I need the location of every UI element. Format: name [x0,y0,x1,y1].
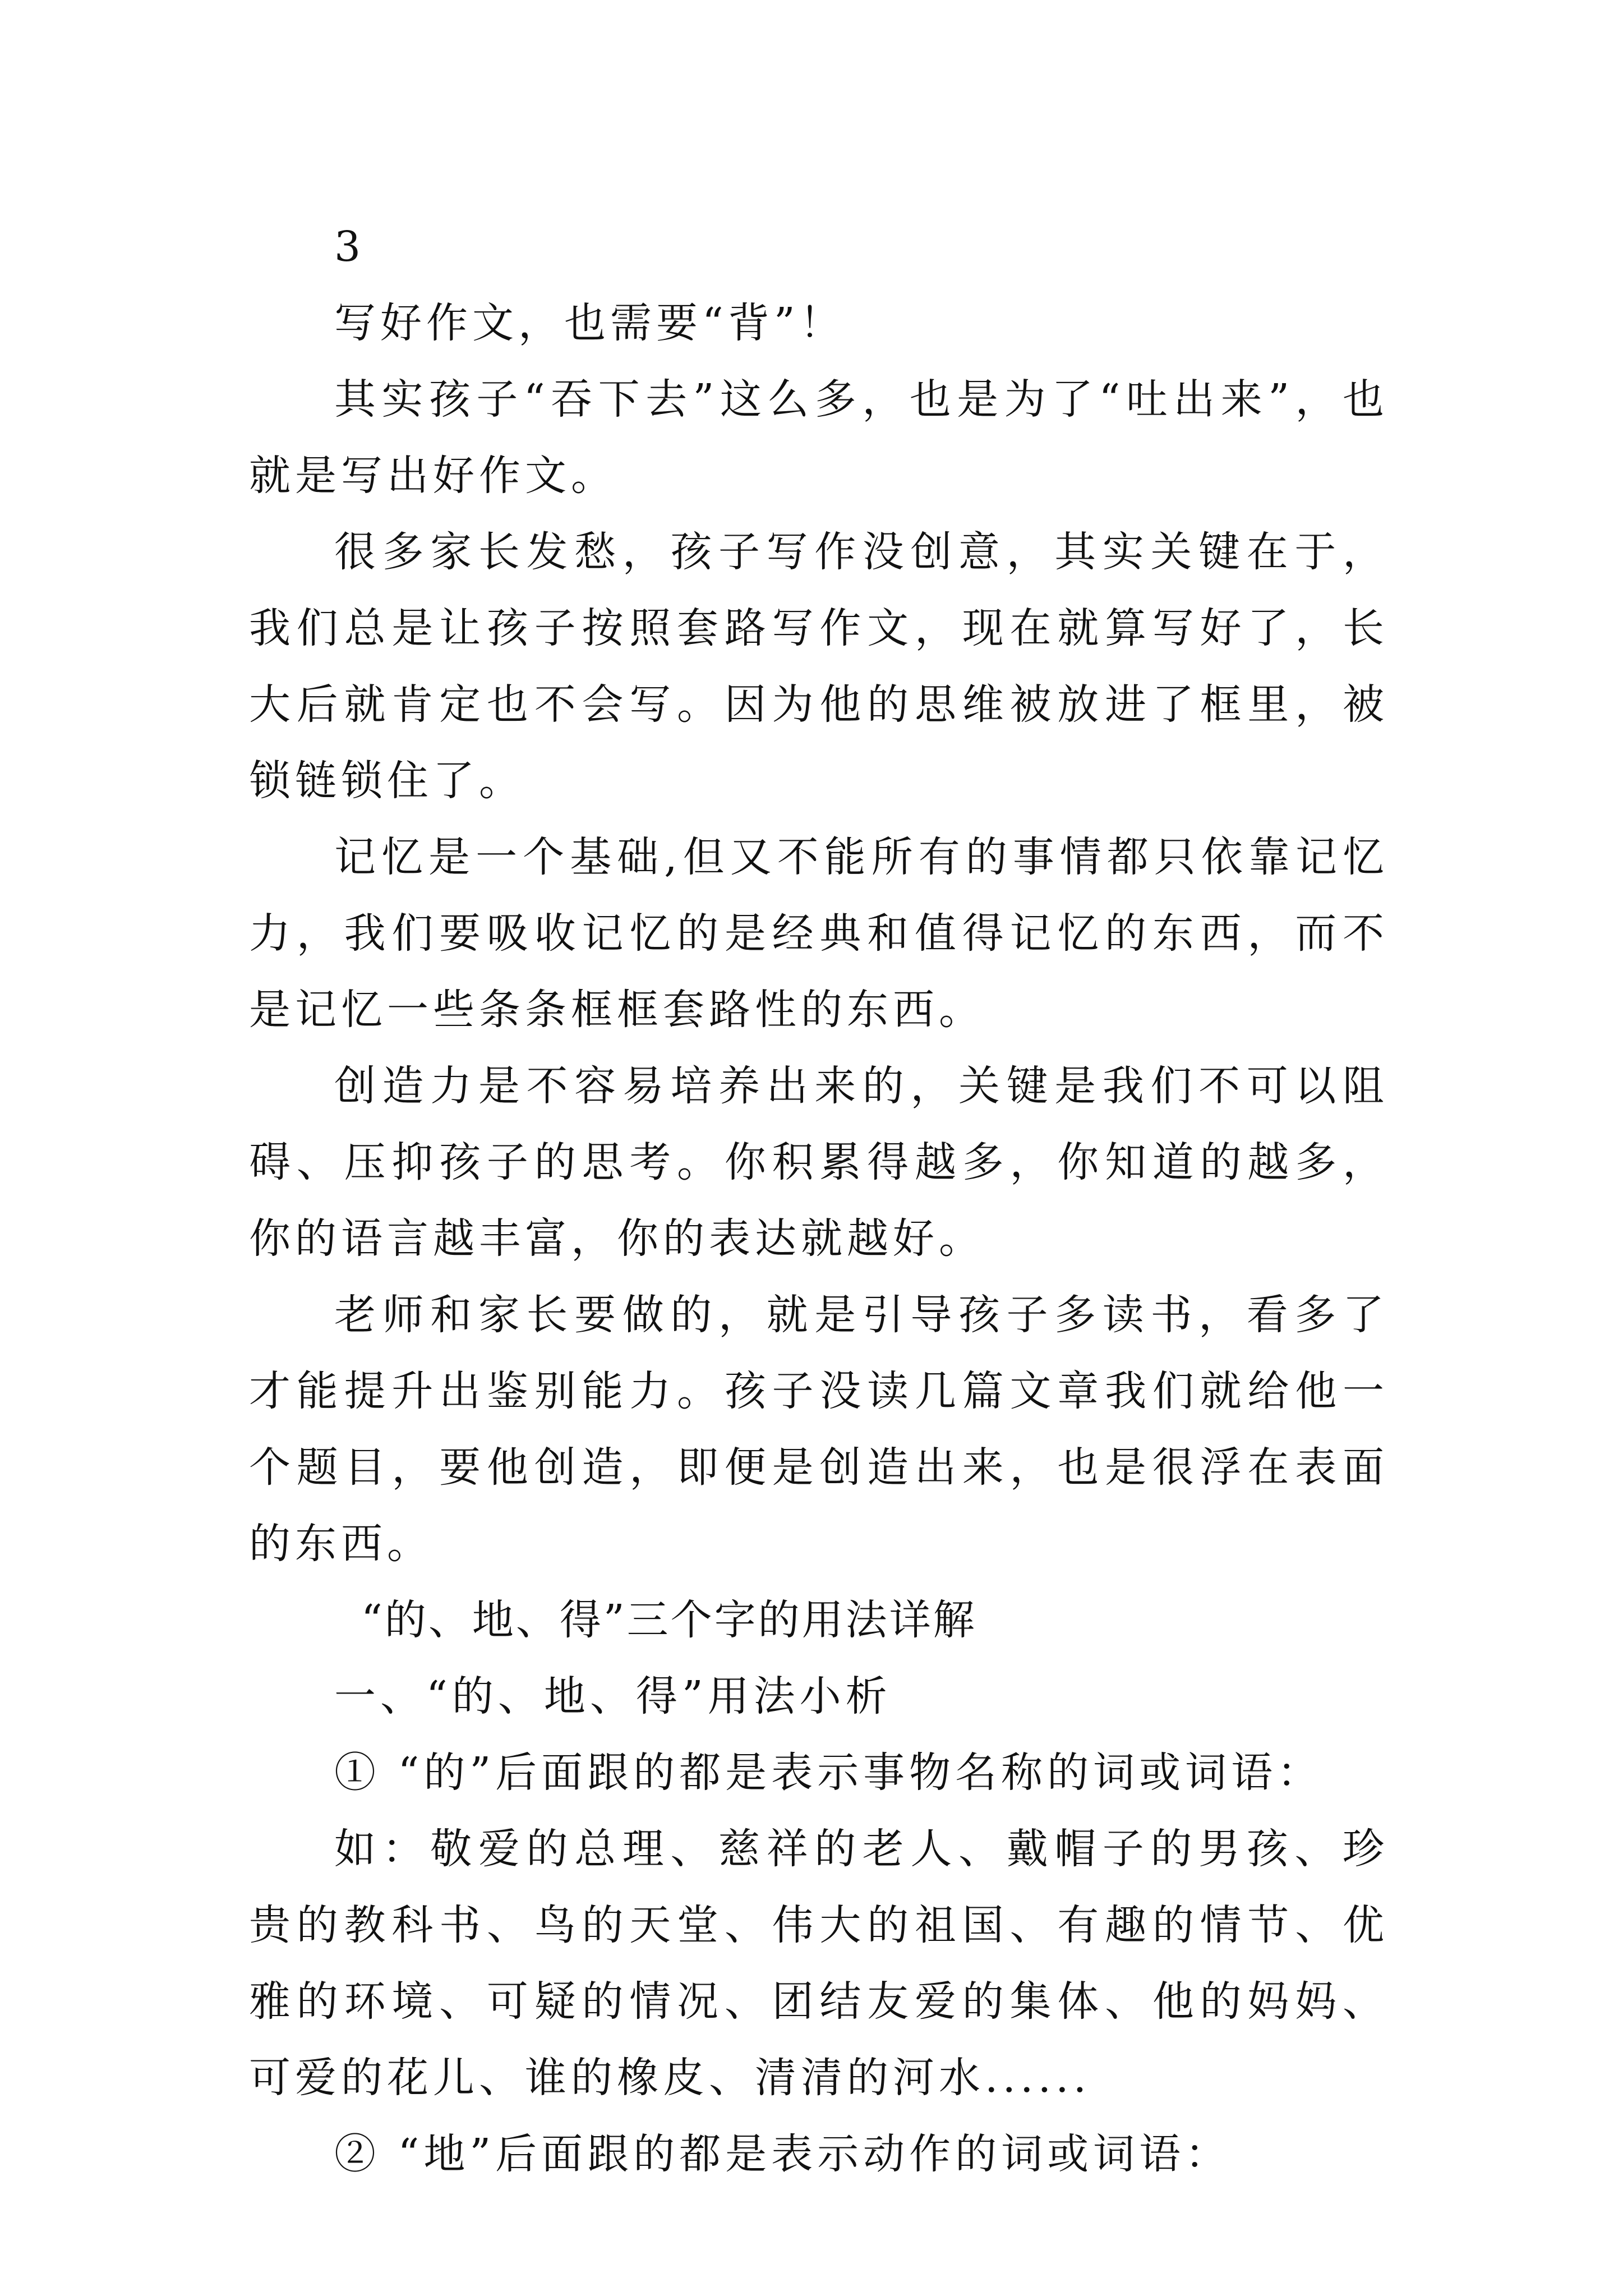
paragraph-3: 记忆是一个基础,但又不能所有的事情都只依靠记忆力，我们要吸收记忆的是经典和值得记忆的东西，而不是记忆一些条条框框套路性的东西。 [249,833,1389,1034]
rule-2: ② “地”后面跟的都是表示动作的词或词语： [334,2130,1232,2178]
example-1: 如：敬爱的总理、慈祥的老人、戴帽子的男孩、珍贵的教科书、鸟的天堂、伟大的祖国、有趣的情节、优雅的环境、可疑的情况、团结友爱的集体、他的妈妈、可爱的花儿、谁的橡皮、清清的河水...... [249,1825,1389,2102]
page-number: 3 [334,223,366,271]
heading: 写好作文，也需要“背”！ [334,299,846,347]
subsection-title: 一、“的、地、得”用法小析 [334,1672,892,1720]
paragraph-5: 老师和家长要做的，就是引导孩子多读书，看多了才能提升出鉴别能力。孩子没读几篇文章我们就给他一个题目，要他创造，即便是创造出来，也是很浮在表面的东西。 [249,1291,1389,1568]
section-title: “的、地、得”三个字的用法详解 [361,1596,977,1644]
rule-1: ① “的”后面跟的都是表示事物名称的词或词语： [334,1749,1324,1797]
paragraph-2: 很多家长发愁，孩子写作没创意，其实关键在于，我们总是让孩子按照套路写作文，现在就算写好了，长大后就肯定也不会写。因为他的思维被放进了框里，被锁链锁住了。 [249,528,1389,805]
paragraph-4: 创造力是不容易培养出来的，关键是我们不可以阻碍、压抑孩子的思考。你积累得越多，你知道的越多，你的语言越丰富，你的表达就越好。 [249,1062,1389,1263]
document-body [249,209,1389,2192]
paragraph-1: 其实孩子“吞下去”这么多，也是为了“吐出来”，也就是写出好作文。 [249,375,1389,500]
